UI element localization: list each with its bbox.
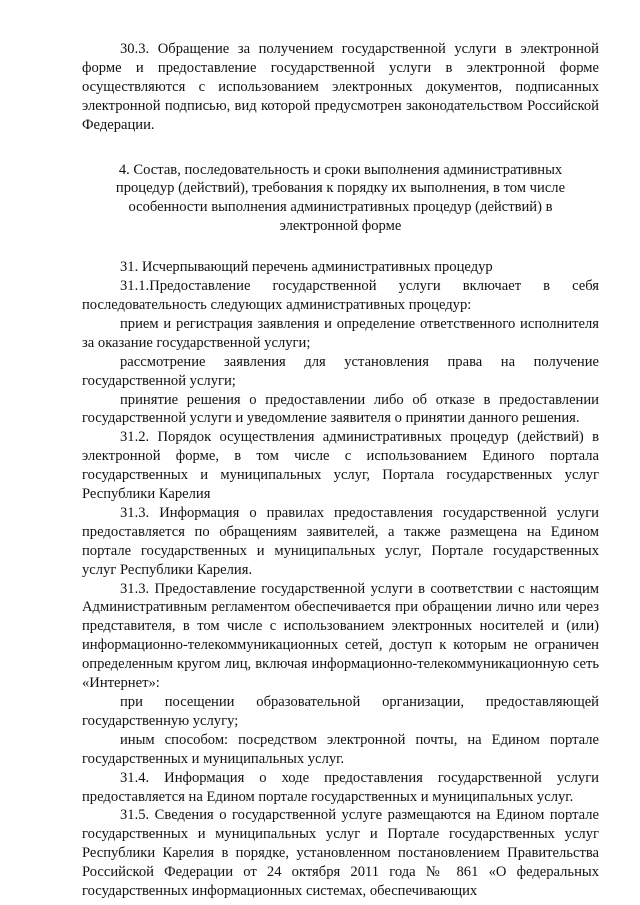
list-item-procedure-3: принятие решения о предоставлении либо об отказе в предоставлении государственной услуги и уведомление заявителя о принятии данного решения. bbox=[82, 391, 599, 427]
list-item-visit: при посещении образовательной организации, предоставляющей государственную услугу; bbox=[82, 694, 599, 729]
paragraph-31-3-provision: 31.3. Предоставление государственной услуги в соответствии с настоящим Административным регламентом обеспечивается при обращении лично или через представителя, в том числе с использованием электронных носителей и (или) информационно-телекоммуникационных сетей, доступ к которым не ограничен определенным кругом лиц, включая информационно-телекоммуникационную сеть «Интернет»: bbox=[82, 580, 599, 692]
paragraph-31-3-info: 31.3. Информация о правилах предоставления государственной услуги предоставляется по обращениям заявителей, а также размещена на Едином портале государственных и муниципальных услуг, Портале государственных услуг Республики Карелия. bbox=[82, 504, 599, 578]
list-item-procedure-2: рассмотрение заявления для установления права на получение государственной услуги; bbox=[82, 353, 599, 389]
paragraph-31-1: 31.1.Предоставление государственной услуги включает в себя последовательность следующих административных процедур: bbox=[82, 278, 599, 313]
document-body bbox=[82, 40, 599, 901]
paragraph-31-5: 31.5. Сведения о государственной услуге размещаются на Едином портале государственных и муниципальных услуг и Портале государственных услуг Республики Карелия в порядке, установленном постановлением Правительства Российской Федерации от 24 октября 2011 года № 861 «О федеральных государственных информационных системах, обеспечивающих bbox=[82, 807, 599, 900]
paragraph-31-2: 31.2. Порядок осуществления административных процедур (действий) в электронной форме, в том числе с использованием Единого портала государственных и муниципальных услуг, Портала государственных услуг Республики Карелия bbox=[82, 429, 599, 503]
paragraph-30-3: 30.3. Обращение за получением государственной услуги в электронной форме и предоставление государственной услуги в электронной форме осуществляются с использованием электронных документов, подписанных электронной подписью, вид которой предусмотрен законодательством Российской Федерации. bbox=[82, 41, 599, 133]
paragraph-31-4: 31.4. Информация о ходе предоставления государственной услуги предоставляется на Едином портале государственных и муниципальных услуг. bbox=[82, 769, 599, 805]
list-item-other-way: иным способом: посредством электронной почты, на Едином портале государственных и муниципальных услуг. bbox=[82, 731, 599, 767]
list-item-procedure-1: прием и регистрация заявления и определение ответственного исполнителя за оказание государственной услуги; bbox=[82, 315, 599, 351]
paragraph-31: 31. Исчерпывающий перечень административных процедур bbox=[120, 259, 493, 276]
section-heading-4: 4. Состав, последовательность и сроки выполнения административных процедур (действий), требования к порядку их выполнения, в том числе особенности выполнения административных процедур (действий) в электронной форме bbox=[115, 161, 566, 235]
